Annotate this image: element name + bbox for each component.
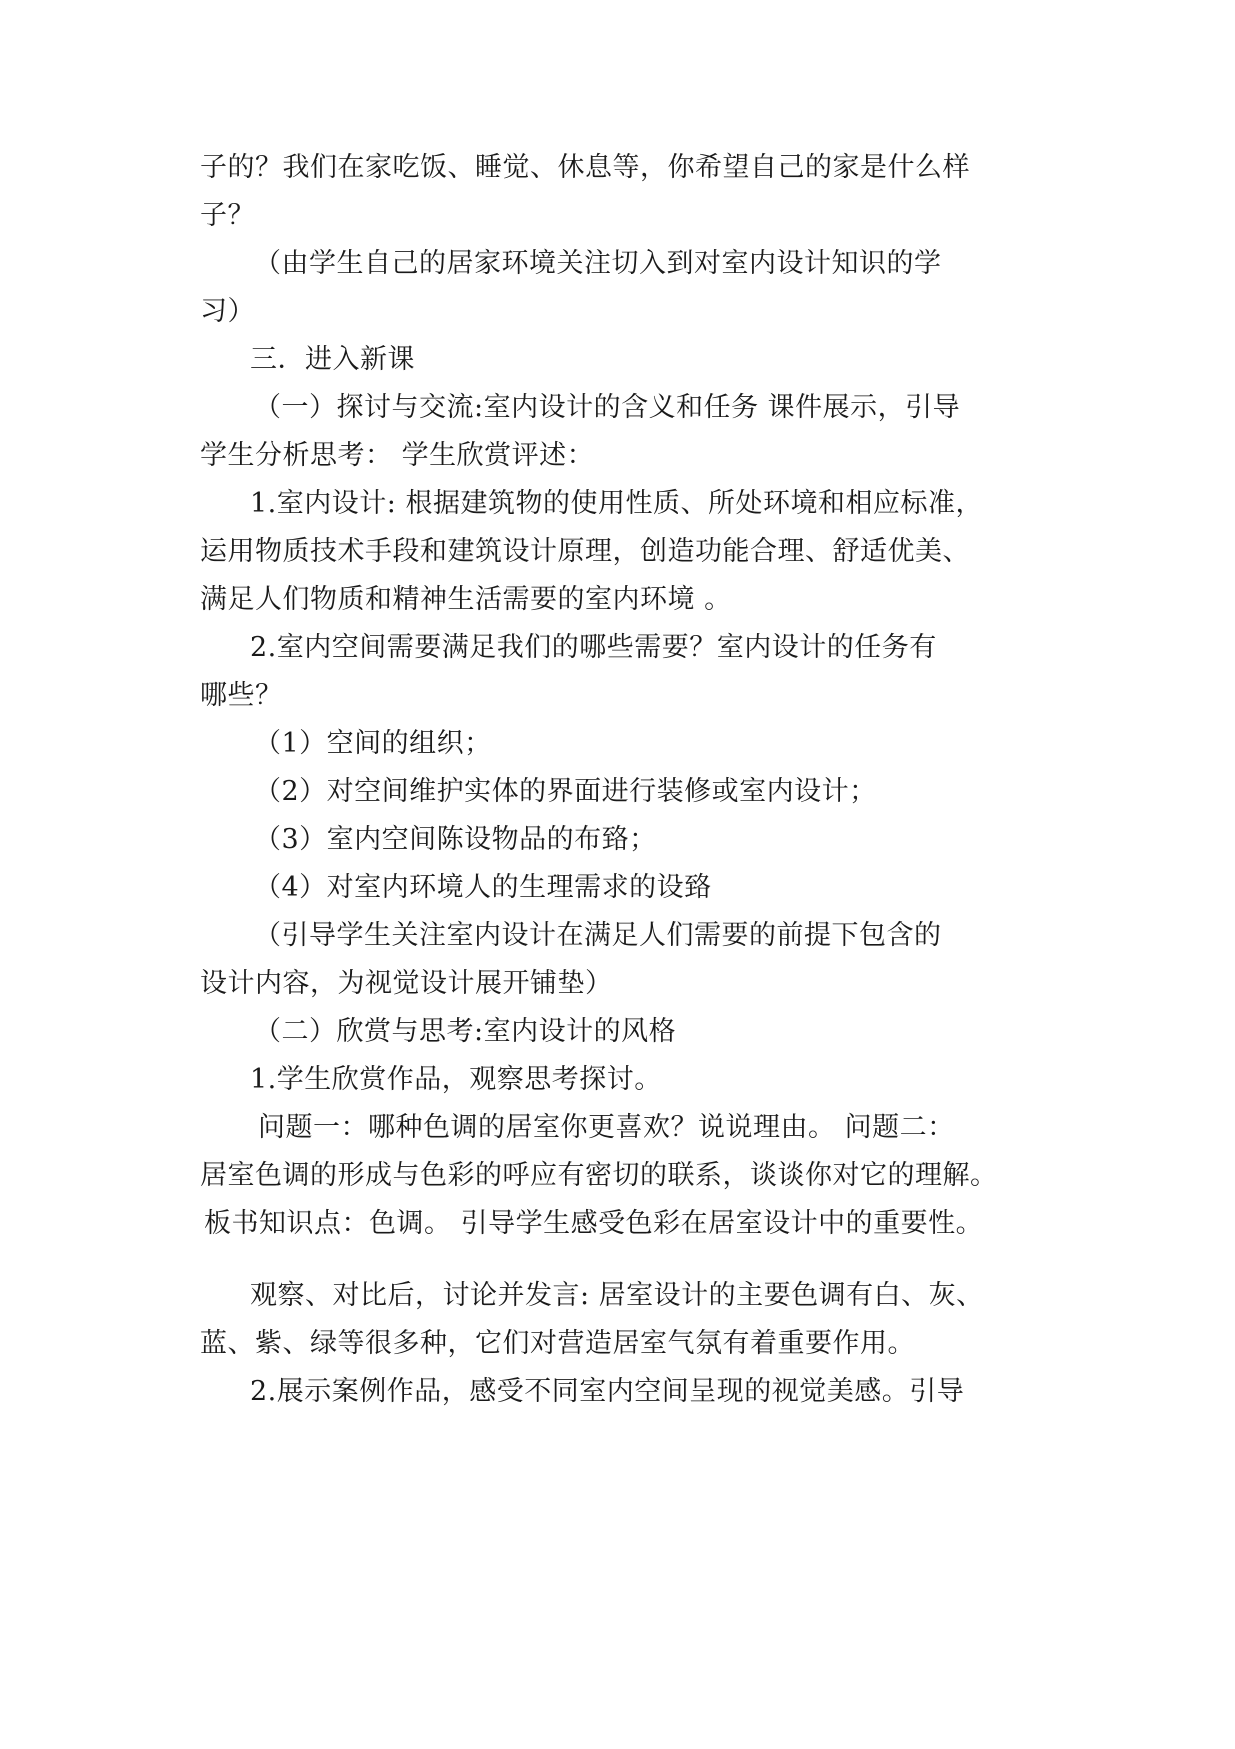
text-line-1: 子的？我们在家吃饭、睡觉、休息等，你希望自己的家是什么样 [200, 152, 970, 183]
text-line-10: 满足人们物质和精神生活需要的室内环境 。 [200, 584, 732, 615]
list-item-3: （3）室内空间陈设物品的布臵； [254, 824, 657, 855]
text-line-11: 2.室内空间需要满足我们的哪些需要？室内设计的任务有 [250, 632, 937, 663]
section-heading: 三．进入新课 [250, 344, 415, 375]
text-line-3: （由学生自己的居家环境关注切入到对室内设计知识的学 [254, 248, 942, 279]
text-line-6: （一）探讨与交流:室内设计的含义和任务 课件展示，引导 [254, 392, 961, 423]
text-line-9: 运用物质技术手段和建筑设计原理，创造功能合理、舒适优美、 [200, 536, 970, 567]
text-line-2: 子？ [200, 200, 255, 231]
text-line-23: 板书知识点：色调。 引导学生感受色彩在居室设计中的重要性。 [204, 1208, 984, 1239]
text-line-26: 2.展示案例作品，感受不同室内空间呈现的视觉美感。引导 [250, 1376, 965, 1407]
list-item-4: （4）对室内环境人的生理需求的设臵 [254, 872, 712, 903]
text-line-7: 学生分析思考： 学生欣赏评述： [200, 440, 595, 471]
text-line-12: 哪些？ [200, 680, 283, 711]
text-line-8: 1.室内设计: 根据建筑物的使用性质、所处环境和相应标准， [250, 488, 983, 519]
list-item-2: （2）对空间维护实体的界面进行装修或室内设计； [254, 776, 877, 807]
subsection-heading: （二）欣赏与思考:室内设计的风格 [254, 1016, 677, 1047]
text-line-20: 1.学生欣赏作品，观察思考探讨。 [250, 1064, 662, 1095]
text-line-17: （引导学生关注室内设计在满足人们需要的前提下包含的 [254, 920, 942, 951]
text-line-21: 问题一：哪种色调的居室你更喜欢？说说理由。 问题二： [258, 1112, 955, 1143]
text-line-25: 蓝、紫、绿等很多种，它们对营造居室气氛有着重要作用。 [200, 1328, 915, 1359]
text-line-24: 观察、对比后，讨论并发言: 居室设计的主要色调有白、灰、 [250, 1280, 984, 1311]
list-item-1: （1）空间的组织； [254, 728, 492, 759]
text-line-18: 设计内容，为视觉设计展开铺垫） [200, 968, 613, 999]
text-line-4: 习） [200, 296, 255, 327]
text-line-22: 居室色调的形成与色彩的呼应有密切的联系，谈谈你对它的理解。 [200, 1160, 998, 1191]
